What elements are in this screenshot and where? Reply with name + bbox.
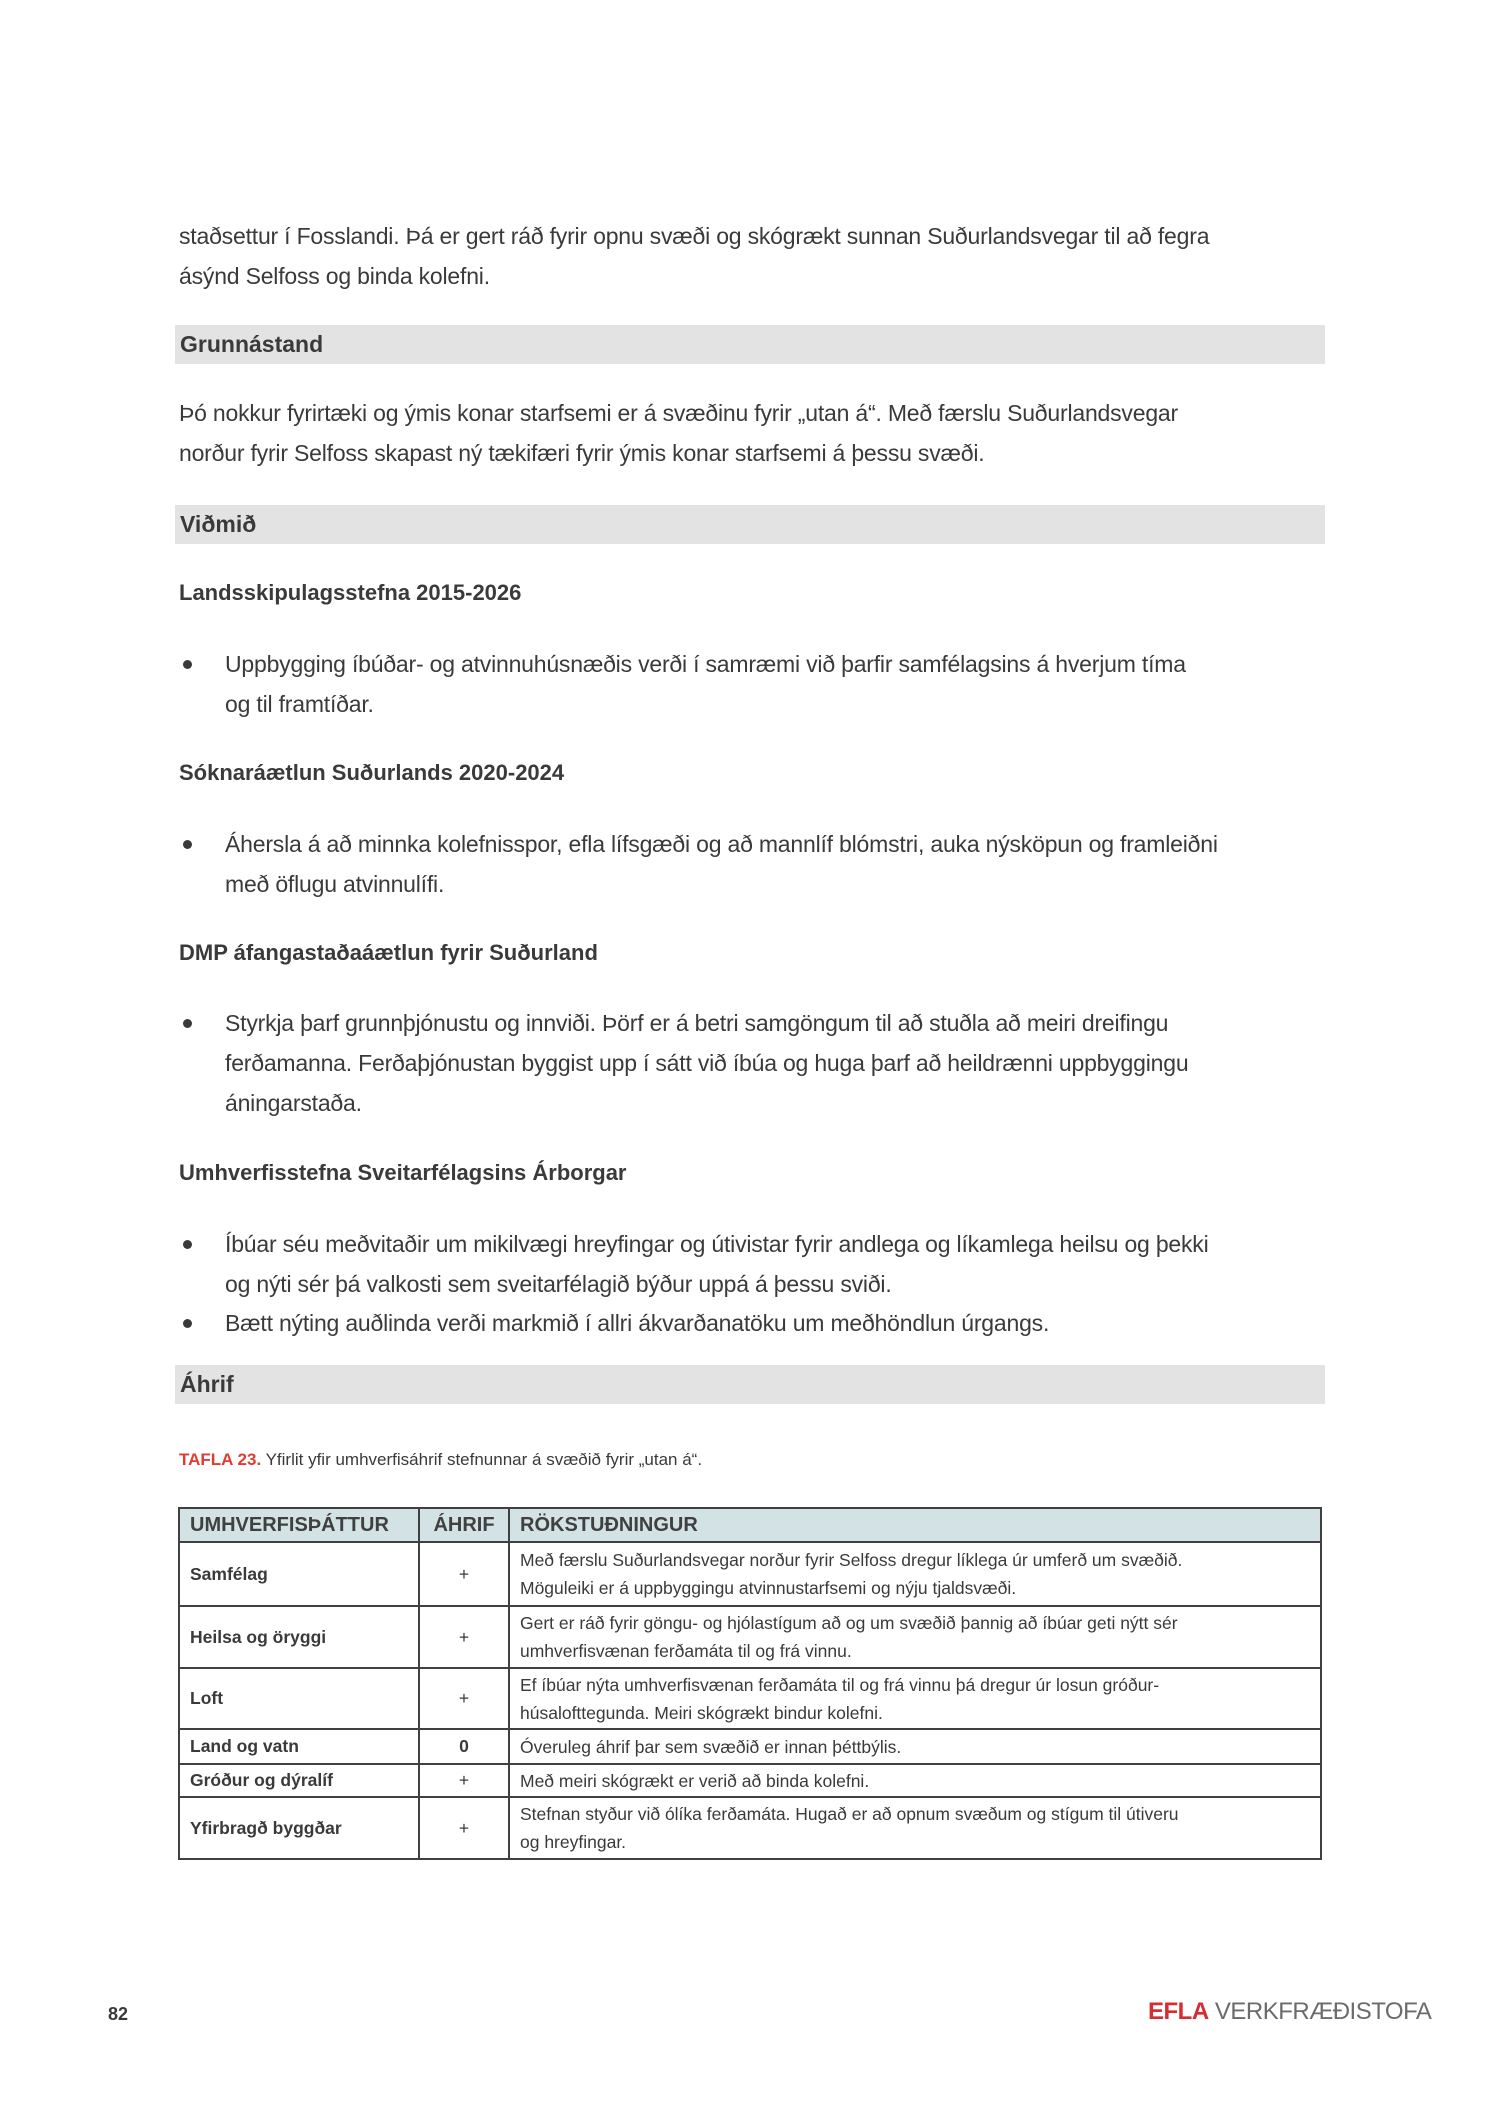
cell-reason-line: húsalofttegunda. Meiri skógrækt bindur kolefni. — [520, 1702, 883, 1723]
cell-impact: + — [419, 1606, 509, 1668]
bullet-icon — [183, 1019, 192, 1028]
bullet-icon — [183, 1319, 192, 1328]
cell-reason — [509, 1764, 1321, 1797]
bullet-text: og nýti sér þá valkosti sem sveitarfélagið býður uppá á þessu sviði. — [225, 1271, 892, 1297]
column-header-factor: UMHVERFISÞÁTTUR — [179, 1508, 419, 1542]
grunnastand-line-2: norður fyrir Selfoss skapast ný tækifæri fyrir ýmis konar starfsemi á þessu svæði. — [179, 440, 985, 466]
table-row — [179, 1729, 1321, 1764]
cell-reason — [509, 1729, 1321, 1764]
efla-logo — [1148, 1998, 1431, 2026]
subheading-umhverfisstefna: Umhverfisstefna Sveitarfélagsins Árborgar — [179, 1160, 627, 1185]
table-row — [179, 1797, 1321, 1859]
cell-impact: + — [419, 1668, 509, 1729]
cell-reason-line: Óveruleg áhrif þar sem svæðið er innan þéttbýlis. — [520, 1736, 902, 1757]
subheading-soknaraaetlun: Sóknaráætlun Suðurlands 2020-2024 — [179, 760, 565, 785]
intro-line-2: ásýnd Selfoss og binda kolefni. — [179, 263, 490, 289]
section-title-ahrif: Áhrif — [180, 1371, 234, 1397]
bullet-text: Uppbygging íbúðar- og atvinnuhúsnæðis verði í samræmi við þarfir samfélagsins á hverjum tíma — [225, 651, 1186, 677]
cell-impact: + — [419, 1797, 509, 1859]
bullet-text: með öflugu atvinnulífi. — [225, 871, 445, 897]
bullet-text: áningarstaða. — [225, 1090, 362, 1116]
section-bar-grunnastand — [175, 325, 1325, 364]
intro-line-1: staðsettur í Fosslandi. Þá er gert ráð fyrir opnu svæði og skógrækt sunnan Suðurlandsvegar til að fegra — [179, 223, 1210, 249]
cell-reason-line: og hreyfingar. — [520, 1832, 627, 1852]
section-bar-vidmid — [175, 505, 1325, 544]
table-row — [179, 1606, 1321, 1668]
cell-reason — [509, 1606, 1321, 1668]
cell-factor: Yfirbragð byggðar — [179, 1797, 419, 1859]
column-header-impact: ÁHRIF — [419, 1508, 509, 1542]
logo-brand: EFLA — [1148, 1998, 1209, 2025]
section-title-grunnastand: Grunnástand — [180, 331, 324, 357]
table-row — [179, 1764, 1321, 1797]
page-number: 82 — [108, 2004, 129, 2024]
cell-reason-line: umhverfisvænan ferðamáta til og frá vinnu. — [520, 1641, 852, 1661]
section-title-vidmid: Viðmið — [180, 511, 257, 537]
cell-reason-line: Með meiri skógrækt er verið að binda kolefni. — [520, 1770, 870, 1791]
table-header-row — [179, 1508, 1321, 1542]
cell-factor: Gróður og dýralíf — [179, 1764, 419, 1797]
cell-reason-line: Stefnan styður við ólíka ferðamáta. Hugað er að opnum svæðum og stígum til útiveru — [520, 1804, 1179, 1824]
bullet-text: ferðamanna. Ferðaþjónustan byggist upp í sátt við íbúa og huga þarf að heildrænni uppbyggingu — [225, 1050, 1189, 1076]
bullet-text: Bætt nýting auðlinda verði markmið í allri ákvarðanatöku um meðhöndlun úrgangs. — [225, 1310, 1050, 1336]
bullet-icon — [183, 660, 192, 669]
cell-reason-line: Möguleiki er á uppbyggingu atvinnustarfsemi og nýju tjaldsvæði. — [520, 1578, 1017, 1598]
bullet-text: Íbúar séu meðvitaðir um mikilvægi hreyfingar og útivistar fyrir andlega og líkamlega heilsu og þekki — [225, 1231, 1209, 1257]
cell-impact: + — [419, 1764, 509, 1797]
cell-reason-line: Ef íbúar nýta umhverfisvænan ferðamáta til og frá vinnu þá dregur úr losun gróður- — [520, 1674, 1160, 1695]
logo-subtitle: VERKFRÆÐISTOFA — [1208, 1998, 1432, 2025]
cell-reason — [509, 1542, 1321, 1606]
section-bar-ahrif — [175, 1365, 1325, 1404]
impact-table — [178, 1507, 1322, 1860]
bullet-icon — [183, 1240, 192, 1249]
table-row — [179, 1668, 1321, 1729]
cell-factor: Samfélag — [179, 1542, 419, 1606]
table-caption-label: TAFLA 23. — [179, 1450, 262, 1469]
cell-reason-line: Gert er ráð fyrir göngu- og hjólastígum að og um svæðið þannig að íbúar geti nýtt sér — [520, 1613, 1178, 1633]
cell-factor: Heilsa og öryggi — [179, 1606, 419, 1668]
cell-factor: Loft — [179, 1668, 419, 1729]
table-caption-text: Yfirlit yfir umhverfisáhrif stefnunnar á svæðið fyrir „utan á“. — [261, 1450, 703, 1469]
subheading-dmp: DMP áfangastaðaáætlun fyrir Suðurland — [179, 940, 598, 965]
bullet-text: Áhersla á að minnka kolefnisspor, efla lífsgæði og að mannlíf blómstri, auka nýsköpun og framleiðni — [225, 831, 1218, 857]
subheading-landsskipulagsstefna: Landsskipulagsstefna 2015-2026 — [179, 580, 522, 605]
cell-reason — [509, 1797, 1321, 1859]
cell-factor: Land og vatn — [179, 1729, 419, 1764]
column-header-reason: RÖKSTUÐNINGUR — [509, 1508, 1321, 1542]
table-row — [179, 1542, 1321, 1606]
cell-impact: + — [419, 1542, 509, 1606]
bullet-icon — [183, 840, 192, 849]
grunnastand-line-1: Þó nokkur fyrirtæki og ýmis konar starfsemi er á svæðinu fyrir „utan á“. Með færslu Suðurlandsvegar — [179, 400, 1178, 426]
table-caption — [179, 1448, 702, 1472]
bullet-text: og til framtíðar. — [225, 691, 374, 717]
cell-reason — [509, 1668, 1321, 1729]
cell-impact: 0 — [419, 1729, 509, 1764]
bullet-text: Styrkja þarf grunnþjónustu og innviði. Þörf er á betri samgöngum til að stuðla að meiri dreifingu — [225, 1010, 1169, 1036]
cell-reason-line: Með færslu Suðurlandsvegar norður fyrir Selfoss dregur líklega úr umferð um svæðið. — [520, 1550, 1183, 1570]
